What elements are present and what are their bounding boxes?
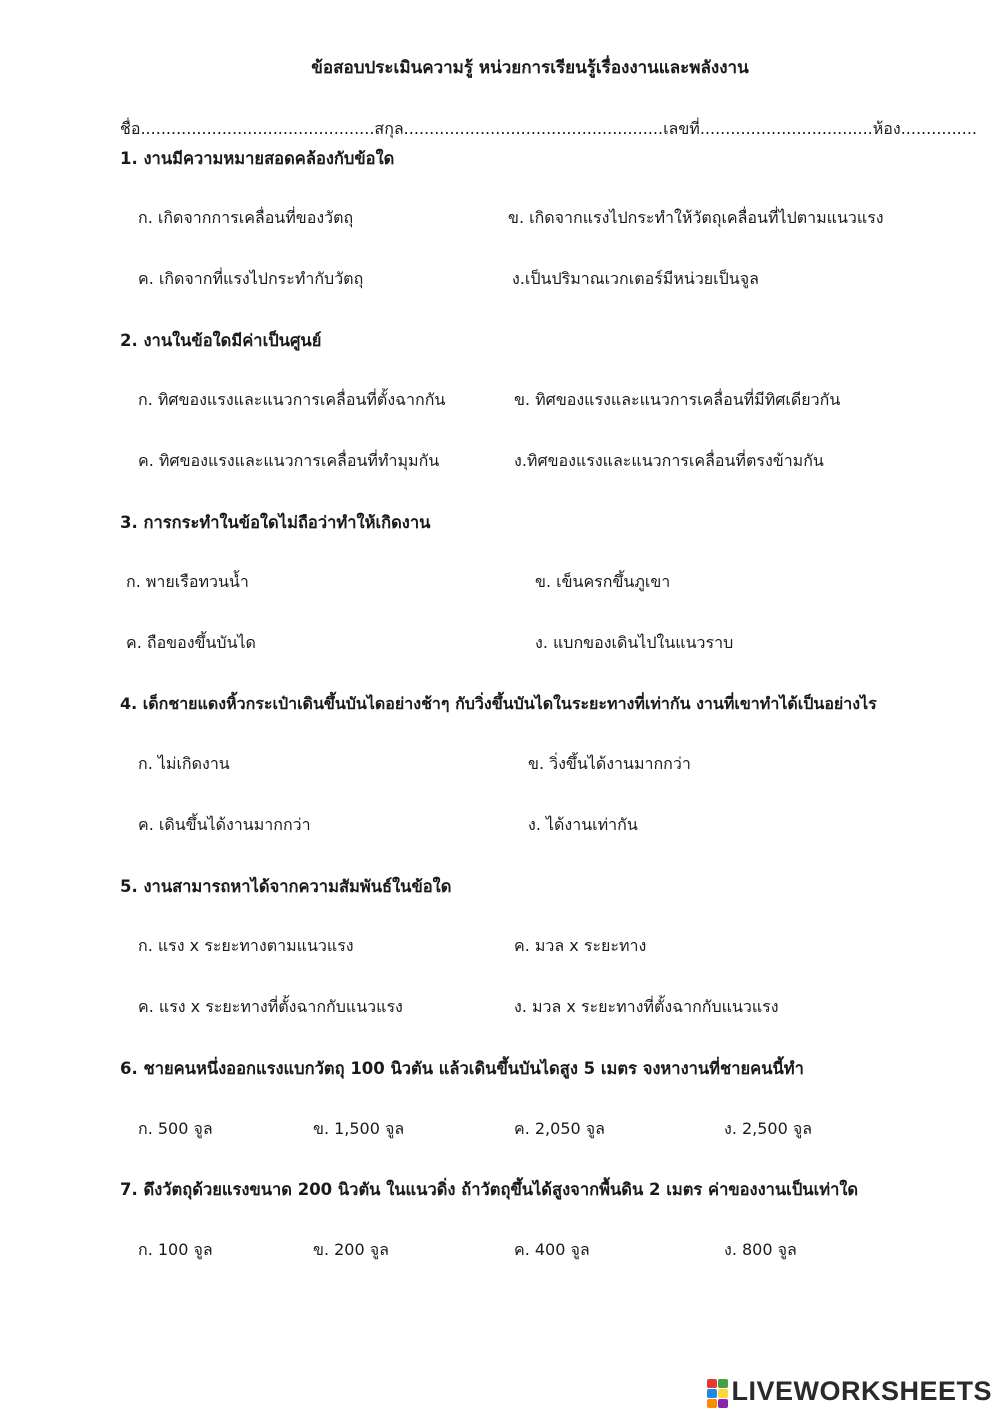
q1-option-c[interactable]: ค. เกิดจากที่แรงไปกระทำกับวัตถุ (138, 269, 364, 288)
question-5: 5. งานสามารถหาได้จากความสัมพันธ์ในข้อใด (120, 877, 452, 896)
liveworksheets-logo-text: LIVEWORKSHEETS (731, 1376, 992, 1406)
q5-option-b[interactable]: ค. มวล x ระยะทาง (514, 936, 647, 955)
q2-option-c[interactable]: ค. ทิศของแรงและแนวการเคลื่อนที่ทำมุมกัน (138, 451, 440, 470)
q4-option-d[interactable]: ง. ได้งานเท่ากัน (528, 815, 638, 834)
q5-option-d[interactable]: ง. มวล x ระยะทางที่ตั้งฉากกับแนวแรง (514, 997, 779, 1016)
q5-option-c[interactable]: ค. แรง x ระยะทางที่ตั้งฉากกับแนวแรง (138, 997, 403, 1016)
liveworksheets-logo (707, 1376, 992, 1407)
q1-option-d[interactable]: ง.เป็นปริมาณเวกเตอร์มีหน่วยเป็นจูล (512, 269, 759, 288)
q1-option-b[interactable]: ข. เกิดจากแรงไปกระทำให้วัตถุเคลื่อนที่ไปตามแนวแรง (508, 208, 884, 227)
q6-option-c[interactable]: ค. 2,050 จูล (514, 1119, 605, 1138)
q6-option-a[interactable]: ก. 500 จูล (138, 1119, 213, 1138)
q2-option-a[interactable]: ก. ทิศของแรงและแนวการเคลื่อนที่ตั้งฉากกัน (138, 390, 446, 409)
question-4: 4. เด็กชายแดงหิ้วกระเป๋าเดินขึ้นบันไดอย่างช้าๆ กับวิ่งขึ้นบันไดในระยะทางที่เท่ากัน งานที่เขาทำได้เป็นอย่างไร (120, 694, 877, 713)
q2-option-d[interactable]: ง.ทิศของแรงและแนวการเคลื่อนที่ตรงข้ามกัน (514, 451, 824, 470)
liveworksheets-logo-icon (707, 1377, 729, 1407)
q6-option-d[interactable]: ง. 2,500 จูล (724, 1119, 813, 1138)
q7-option-c[interactable]: ค. 400 จูล (514, 1240, 590, 1259)
page-title: ข้อสอบประเมินความรู้ หน่วยการเรียนรู้เรื่องงานและพลังงาน (311, 58, 749, 78)
q2-option-b[interactable]: ข. ทิศของแรงและแนวการเคลื่อนที่มีทิศเดียวกัน (514, 390, 841, 409)
q3-option-d[interactable]: ง. แบกของเดินไปในแนวราบ (535, 633, 734, 652)
q1-option-a[interactable]: ก. เกิดจากการเคลื่อนที่ของวัตถุ (138, 208, 354, 227)
q5-option-a[interactable]: ก. แรง x ระยะทางตามแนวแรง (138, 936, 354, 955)
student-info-line: ชื่อ..............................................สกุล...................................................เลขที่..................................ห้อง............... (120, 119, 977, 138)
question-1: 1. งานมีความหมายสอดคล้องกับข้อใด (120, 149, 395, 168)
q7-option-b[interactable]: ข. 200 จูล (313, 1240, 389, 1259)
question-7: 7. ดึงวัตถุด้วยแรงขนาด 200 นิวตัน ในแนวดิ่ง ถ้าวัตถุขึ้นได้สูงจากพื้นดิน 2 เมตร ค่าของงานเป็นเท่าใด (120, 1180, 859, 1199)
question-3: 3. การกระทำในข้อใดไม่ถือว่าทำให้เกิดงาน (120, 513, 431, 532)
question-6: 6. ชายคนหนึ่งออกแรงแบกวัตถุ 100 นิวตัน แล้วเดินขึ้นบันไดสูง 5 เมตร จงหางานที่ชายคนนี้ทำ (120, 1059, 804, 1078)
q3-option-c[interactable]: ค. ถือของขึ้นบันได (126, 633, 256, 652)
q4-option-c[interactable]: ค. เดินขึ้นได้งานมากกว่า (138, 815, 311, 834)
q4-option-a[interactable]: ก. ไม่เกิดงาน (138, 754, 230, 773)
q3-option-b[interactable]: ข. เข็นครกขึ้นภูเขา (535, 572, 671, 591)
q7-option-d[interactable]: ง. 800 จูล (724, 1240, 797, 1259)
q7-option-a[interactable]: ก. 100 จูล (138, 1240, 213, 1259)
question-2: 2. งานในข้อใดมีค่าเป็นศูนย์ (120, 331, 322, 350)
q6-option-b[interactable]: ข. 1,500 จูล (313, 1119, 405, 1138)
q4-option-b[interactable]: ข. วิ่งขึ้นได้งานมากกว่า (528, 754, 691, 773)
q3-option-a[interactable]: ก. พายเรือทวนน้ำ (126, 572, 249, 591)
